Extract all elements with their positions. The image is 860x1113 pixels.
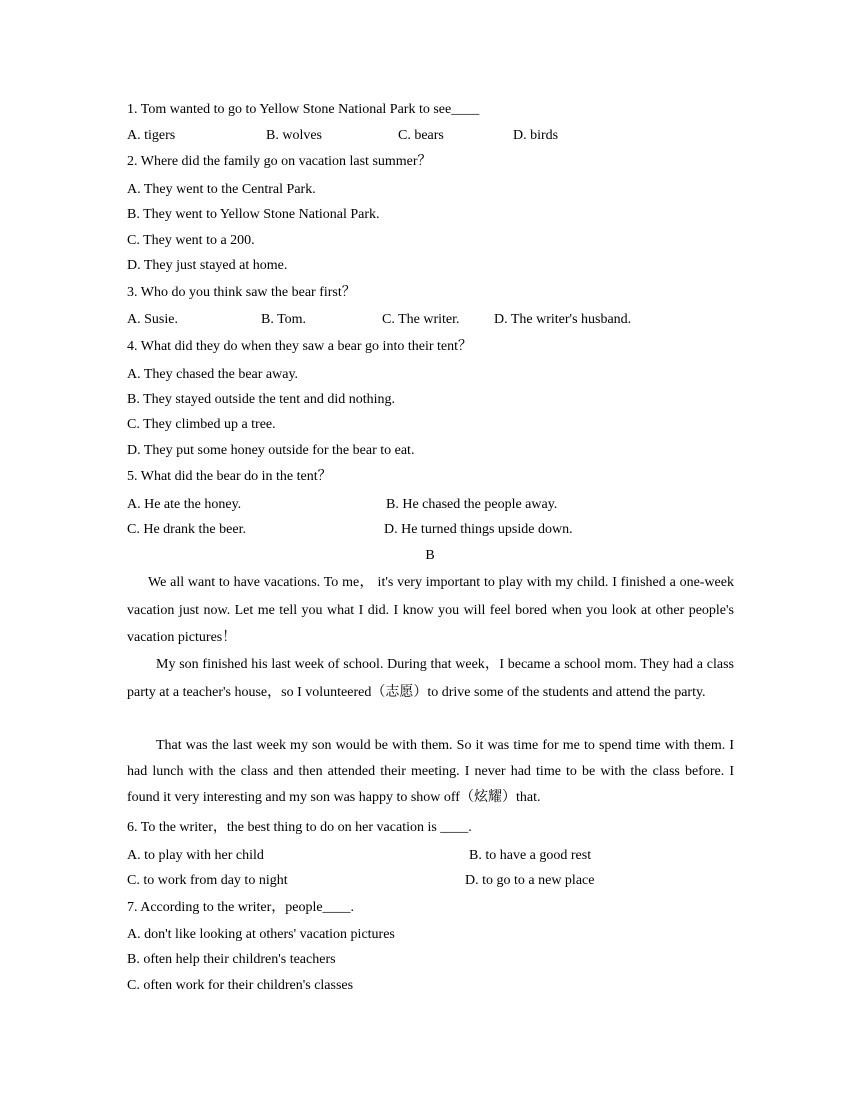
q1-option-d: D. birds — [513, 128, 559, 143]
section-b-paragraph-2: My son finished his last week of school. During that week，I became a school mom. They had a class party at a teacher's house，so I volunteered（志愿）to drive some of the students and attend the party. — [127, 657, 734, 700]
q2-option-a: A. They went to the Central Park. — [127, 182, 316, 197]
q7-stem: 7. According to the writer，people____. — [127, 900, 355, 915]
q4-option-d: D. They put some honey outside for the bear to eat. — [127, 443, 415, 458]
q1-stem: 1. Tom wanted to go to Yellow Stone National Park to see____ — [127, 102, 480, 117]
q4-option-b: B. They stayed outside the tent and did nothing. — [127, 392, 396, 407]
q3-options — [0, 311, 860, 329]
q1-option-c: C. bears — [398, 128, 444, 143]
q5-stem: 5. What did the bear do in the tent？ — [127, 469, 332, 484]
q6-options-row2 — [0, 872, 860, 890]
q6-stem: 6. To the writer，the best thing to do on her vacation is ____. — [127, 820, 472, 835]
q2-option-b: B. They went to Yellow Stone National Park. — [127, 207, 380, 222]
q3-stem: 3. Who do you think saw the bear first？ — [127, 285, 356, 300]
q5-options-row2 — [0, 521, 860, 539]
q1-options — [0, 127, 860, 145]
q5-options-row1 — [0, 496, 860, 514]
q6-options-row1 — [0, 847, 860, 865]
q4-stem: 4. What did they do when they saw a bear go into their tent？ — [127, 339, 472, 354]
q7-option-b: B. often help their children's teachers — [127, 952, 336, 967]
q7-option-c: C. often work for their children's classes — [127, 978, 354, 993]
q2-option-d: D. They just stayed at home. — [127, 258, 288, 273]
q4-option-a: A. They chased the bear away. — [127, 367, 299, 382]
q1-option-a: A. tigers — [127, 128, 176, 143]
q2-stem: 2. Where did the family go on vacation last summer？ — [127, 154, 432, 169]
q3-option-d: D. The writer's husband. — [494, 312, 632, 327]
q2-option-c: C. They went to a 200. — [127, 233, 255, 248]
q1-option-b: B. wolves — [266, 128, 322, 143]
q3-option-b: B. Tom. — [261, 312, 307, 327]
q3-option-c: C. The writer. — [382, 312, 460, 327]
q6-option-c: C. to work from day to night — [127, 873, 288, 888]
section-b-paragraph-1: We all want to have vacations. To me， it's very important to play with my child. I finished a one-week vacation just now. Let me tell you what I did. I know you will feel bored when you look at other people's vacation pictures！ — [127, 575, 734, 645]
q6-option-d: D. to go to a new place — [465, 873, 595, 888]
q3-option-a: A. Susie. — [127, 312, 178, 327]
q7-option-a: A. don't like looking at others' vacation pictures — [127, 927, 395, 942]
q5-option-b: B. He chased the people away. — [386, 497, 558, 512]
q5-option-c: C. He drank the beer. — [127, 522, 246, 537]
q5-option-d: D. He turned things upside down. — [384, 522, 573, 537]
q6-option-a: A. to play with her child — [127, 848, 264, 863]
q5-option-a: A. He ate the honey. — [127, 497, 242, 512]
q4-option-c: C. They climbed up a tree. — [127, 417, 276, 432]
q6-option-b: B. to have a good rest — [469, 848, 592, 863]
section-b-heading: B — [425, 548, 435, 563]
section-b-paragraph-3: That was the last week my son would be with them. So it was time for me to spend time with them. I had lunch with the class and then attended their meeting. I never had time to be with the class before. I found it very interesting and my son was happy to show off（炫耀）that. — [127, 738, 734, 805]
